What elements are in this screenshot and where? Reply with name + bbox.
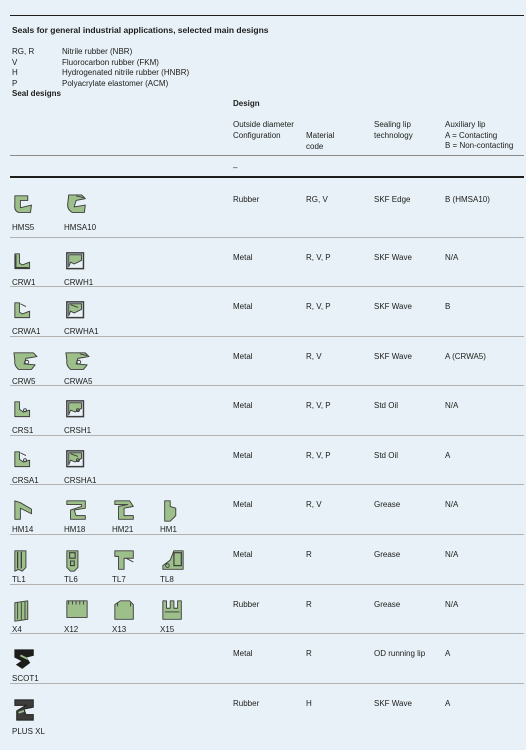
seal-design xyxy=(64,194,108,232)
configuration-cell: Rubber xyxy=(233,699,260,708)
auxiliary-lip-cell: N/A xyxy=(445,550,459,559)
material-code-cell: R, V, P xyxy=(306,451,331,460)
legend-desc: Hydrogenated nitrile rubber (HNBR) xyxy=(62,68,190,77)
crwha1-seal-icon xyxy=(64,301,90,325)
x12-seal-icon xyxy=(64,599,90,623)
legend-code: H xyxy=(12,68,18,77)
legend-code: V xyxy=(12,57,18,67)
seal-name: PLUS XL xyxy=(12,727,45,736)
header-rule xyxy=(10,155,524,156)
material-code-cell: R, V, P xyxy=(306,302,331,311)
auxiliary-lip-cell: N/A xyxy=(445,253,459,262)
seal-name: TL1 xyxy=(12,575,26,584)
hm18-seal-icon xyxy=(64,499,90,523)
configuration-cell: Metal xyxy=(233,649,253,658)
top-rule xyxy=(10,15,524,16)
auxiliary-lip-cell: A xyxy=(445,451,451,460)
legend-code: RG, R xyxy=(12,47,35,56)
seal-design xyxy=(112,499,156,533)
material-label: Material xyxy=(306,131,335,140)
table-row xyxy=(10,534,524,585)
plus-xl-seal-icon xyxy=(12,698,38,722)
seal-design xyxy=(12,450,56,484)
auxiliary-lip-header xyxy=(445,120,513,152)
material-code-cell: R xyxy=(306,649,312,658)
seal-name: X4 xyxy=(12,625,22,634)
table-row xyxy=(10,484,524,535)
seal-name: TL7 xyxy=(112,575,126,584)
seal-design xyxy=(160,599,204,633)
contacting-label: A = Contacting xyxy=(445,130,498,140)
seal-design xyxy=(12,599,56,633)
material-code-cell: R, V xyxy=(306,500,322,509)
x13-seal-icon xyxy=(112,599,138,623)
outside-diameter-label: Outside diameter xyxy=(233,120,294,129)
crsh1-seal-icon xyxy=(64,400,90,424)
seal-name: X12 xyxy=(64,625,79,634)
table-row xyxy=(10,584,524,634)
seal-name: TL6 xyxy=(64,575,78,584)
seal-design xyxy=(12,400,56,434)
material-code-cell: R, V, P xyxy=(306,401,331,410)
sealing-lip-cell: SKF Wave xyxy=(374,253,412,262)
hm14-seal-icon xyxy=(12,499,38,523)
tl1-seal-icon xyxy=(12,549,38,573)
sealing-lip-cell: Grease xyxy=(374,500,401,509)
seal-design xyxy=(12,698,56,736)
configuration-cell: Metal xyxy=(233,253,253,262)
seal-name: HM14 xyxy=(12,525,34,534)
x15-seal-icon xyxy=(160,599,186,623)
material-code-cell: RG, V xyxy=(306,195,328,204)
unit-dash: – xyxy=(233,163,238,172)
sealing-lip-cell: OD running lip xyxy=(374,649,426,658)
material-code-cell: R xyxy=(306,550,312,559)
seal-design xyxy=(64,499,108,533)
auxiliary-lip-cell: B xyxy=(445,302,451,311)
material-code-cell: R, V, P xyxy=(306,253,331,262)
seal-design xyxy=(64,549,108,583)
configuration-label: Configuration xyxy=(233,130,281,140)
legend-row xyxy=(12,58,189,69)
code-label: code xyxy=(306,141,324,151)
sealing-lip-cell: SKF Wave xyxy=(374,352,412,361)
legend-row xyxy=(12,68,189,79)
seal-design xyxy=(12,499,56,533)
configuration-cell: Metal xyxy=(233,401,253,410)
seal-design xyxy=(112,599,156,633)
table-title: Seals for general industrial applications, selected main designs xyxy=(12,25,269,35)
legend-desc: Polyacrylate elastomer (ACM) xyxy=(62,78,169,88)
seal-design xyxy=(160,549,204,583)
auxiliary-lip-cell: N/A xyxy=(445,500,459,509)
seal-design xyxy=(12,648,56,682)
sealing-lip-cell: Grease xyxy=(374,600,401,609)
seal-name: CRWA1 xyxy=(12,327,41,336)
seal-name: X13 xyxy=(112,625,127,634)
legend-code: P xyxy=(12,78,18,88)
table-row xyxy=(10,336,524,386)
auxiliary-lip-cell: B (HMSA10) xyxy=(445,195,490,204)
sealing-lip-cell: SKF Wave xyxy=(374,699,412,708)
seal-design xyxy=(112,549,156,583)
hm1-seal-icon xyxy=(160,499,186,523)
seal-name: TL8 xyxy=(160,575,174,584)
tl7-seal-icon xyxy=(112,549,138,573)
sealing-lip-cell: Std Oil xyxy=(374,451,399,460)
table-row xyxy=(10,237,524,287)
seal-name: CRSA1 xyxy=(12,476,39,485)
configuration-cell: Rubber xyxy=(233,195,260,204)
material-legend xyxy=(12,47,189,89)
sealing-lip-cell: Std Oil xyxy=(374,401,399,410)
table-row xyxy=(10,633,524,684)
seal-name: CRWA5 xyxy=(64,377,93,386)
crwa1-seal-icon xyxy=(12,301,38,325)
seal-name: CRWH1 xyxy=(64,278,94,287)
seal-name: CRS1 xyxy=(12,426,34,435)
hms5-seal-icon xyxy=(12,194,38,218)
seal-name: CRSHA1 xyxy=(64,476,97,485)
material-code-cell: R xyxy=(306,600,312,609)
tl8-seal-icon xyxy=(160,549,186,573)
seal-design xyxy=(160,499,204,533)
seal-name: HMS5 xyxy=(12,223,35,232)
crw1-seal-icon xyxy=(12,252,38,276)
seal-name: SCOT1 xyxy=(12,674,39,683)
seal-name: CRWHA1 xyxy=(64,327,99,336)
seal-design xyxy=(64,599,108,633)
seal-name: CRW1 xyxy=(12,278,36,287)
crs1-seal-icon xyxy=(12,400,38,424)
material-code-cell: R, V xyxy=(306,352,322,361)
non-contacting-label: B = Non-contacting xyxy=(445,141,514,150)
material-code-cell: H xyxy=(306,699,312,708)
seal-name: HM18 xyxy=(64,525,86,534)
crsa1-seal-icon xyxy=(12,450,38,474)
seal-designs-heading: Seal designs xyxy=(12,89,61,98)
auxiliary-lip-cell: A xyxy=(445,649,451,658)
crwh1-seal-icon xyxy=(64,252,90,276)
sealing-lip-cell: Grease xyxy=(374,550,401,559)
sealing-lip-label: Sealing lip xyxy=(374,120,411,129)
sealing-lip-cell: SKF Wave xyxy=(374,302,412,311)
seal-design xyxy=(12,351,56,385)
design-heading: Design xyxy=(233,99,260,108)
auxiliary-lip-cell: A xyxy=(445,699,451,708)
seal-name: CRW5 xyxy=(12,377,36,386)
hm21-seal-icon xyxy=(112,499,138,523)
material-code-header xyxy=(306,131,334,152)
table-row xyxy=(10,385,524,436)
configuration-cell: Metal xyxy=(233,302,253,311)
hmsa10-seal-icon xyxy=(64,194,90,218)
crwa5-seal-icon xyxy=(64,351,90,375)
auxiliary-lip-cell: A (CRWA5) xyxy=(445,352,486,361)
technology-label: technology xyxy=(374,130,413,140)
table-row xyxy=(10,435,524,485)
sealing-lip-cell: SKF Edge xyxy=(374,195,411,204)
seal-name: HMSA10 xyxy=(64,223,97,232)
auxiliary-lip-label: Auxiliary lip xyxy=(445,120,486,129)
table-row xyxy=(10,180,524,237)
legend-desc: Nitrile rubber (NBR) xyxy=(62,47,133,56)
seal-design xyxy=(12,301,56,335)
header-bottom-rule xyxy=(10,176,524,178)
configuration-cell: Metal xyxy=(233,352,253,361)
seal-name: HM1 xyxy=(160,525,177,534)
seal-design xyxy=(64,450,108,484)
crw5-seal-icon xyxy=(12,351,38,375)
seal-design xyxy=(64,301,108,335)
legend-desc: Fluorocarbon rubber (FKM) xyxy=(62,57,159,67)
table-row xyxy=(10,683,524,739)
seal-name: HM21 xyxy=(112,525,134,534)
legend-row xyxy=(12,47,189,58)
seal-name: CRSH1 xyxy=(64,426,92,435)
seal-design xyxy=(12,194,56,232)
auxiliary-lip-cell: N/A xyxy=(445,600,459,609)
table-row xyxy=(10,286,524,337)
seal-design xyxy=(12,252,56,286)
legend-row xyxy=(12,79,189,90)
configuration-cell: Metal xyxy=(233,451,253,460)
seal-design xyxy=(64,400,108,434)
crsha1-seal-icon xyxy=(64,450,90,474)
tl6-seal-icon xyxy=(64,549,90,573)
scot1-seal-icon xyxy=(12,648,38,672)
configuration-cell: Rubber xyxy=(233,600,260,609)
configuration-header xyxy=(233,120,294,141)
seal-design xyxy=(12,549,56,583)
x4-seal-icon xyxy=(12,599,38,623)
configuration-cell: Metal xyxy=(233,550,253,559)
configuration-cell: Metal xyxy=(233,500,253,509)
sealing-lip-header xyxy=(374,120,413,141)
auxiliary-lip-cell: N/A xyxy=(445,401,459,410)
seal-design xyxy=(64,351,108,385)
seal-name: X15 xyxy=(160,625,175,634)
seal-design xyxy=(64,252,108,286)
